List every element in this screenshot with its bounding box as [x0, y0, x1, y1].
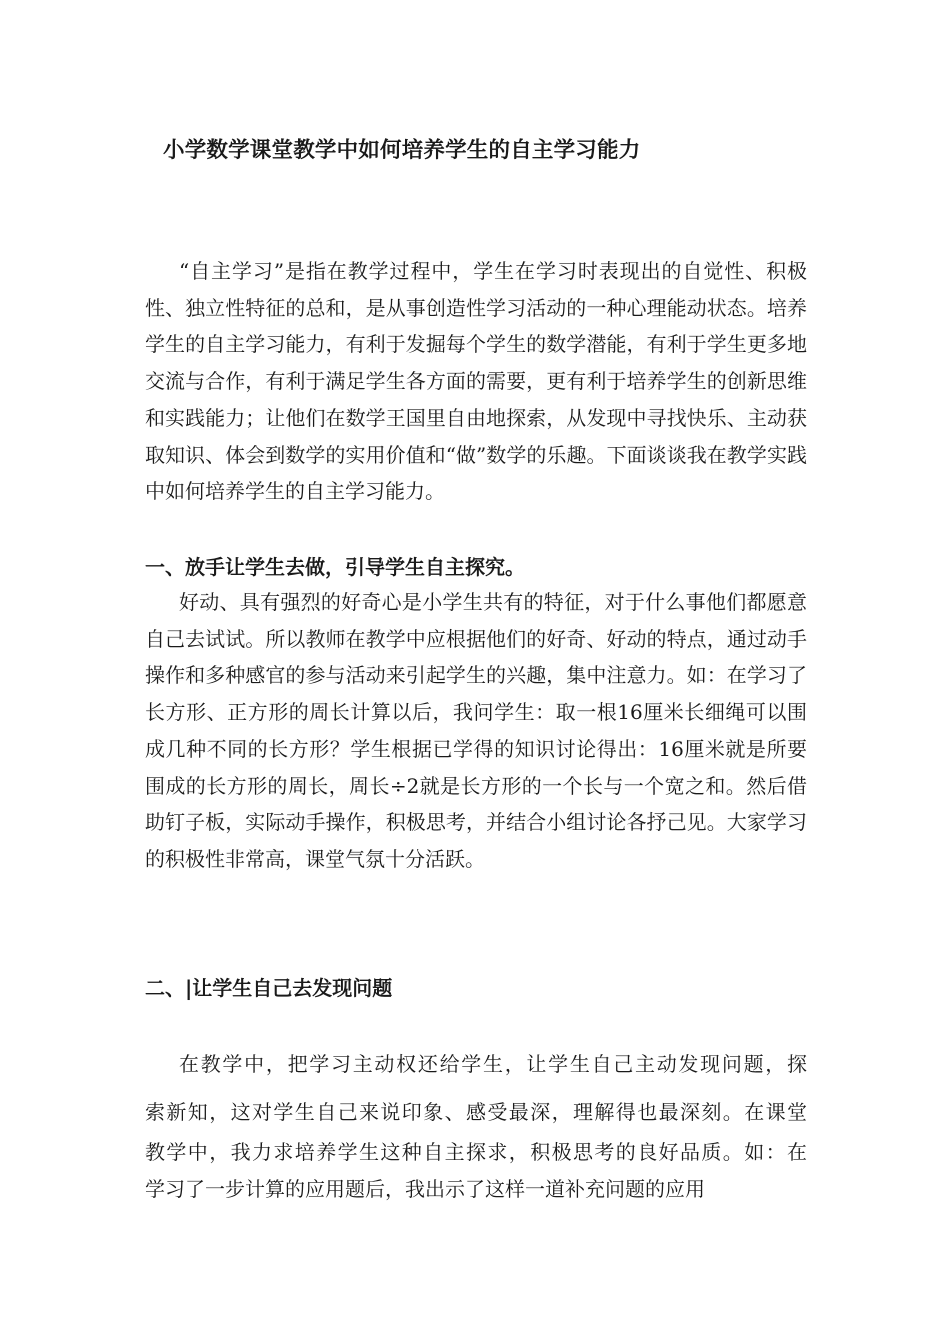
section-2-line-4: 学习了一步计算的应用题后，我出示了这样一道补充问题的应用	[145, 1177, 705, 1201]
section-1-paragraph: 好动、具有强烈的好奇心是小学生共有的特征，对于什么事他们都愿意自己去试试。所以教师在教学中应根据他们的好奇、好动的特点，通过动手操作和多种感官的参与活动来引起学生的兴趣，集中注意力。如：在学习了长方形、正方形的周长计算以后，我问学生：取一根16厘米长细绳可以围成几种不同的长方形？学生根据已学得的知识讨论得出：16厘米就是所要围成的长方形的周长，周长÷2就是长方形的一个长与一个宽之和。然后借助钉子板，实际动手操作，积极思考，并结合小组讨论各抒己见。大家学习的积极性非常高，课堂气氛十分活跃。	[145, 590, 807, 871]
document-title: 小学数学课堂教学中如何培养学生的自主学习能力	[163, 138, 641, 163]
intro-paragraph: “自主学习”是指在教学过程中，学生在学习时表现出的自觉性、积极性、独立性特征的总和，是从事创造性学习活动的一种心理能动状态。培养学生的自主学习能力，有利于发掘每个学生的数学潜能，有利于学生更多地交流与合作，有利于满足学生各方面的需要，更有利于培养学生的创新思维和实践能力；让他们在数学王国里自由地探索，从发现中寻找快乐、主动获取知识、体会到数学的实用价值和“做”数学的乐趣。下面谈谈我在教学实践中如何培养学生的自主学习能力。	[145, 259, 807, 504]
section-2-line-1: 在教学中，把学习主动权还给学生，让学生自己主动发现问题，探	[179, 1052, 807, 1076]
section-2-line-3: 教学中，我力求培养学生这种自主探求，积极思考的良好品质。如：在	[145, 1140, 807, 1164]
section-2-heading: 二、|让学生自己去发现问题	[145, 976, 393, 1000]
section-2-line-2: 索新知，这对学生自己来说印象、感受最深，理解得也最深刻。在课堂	[145, 1100, 807, 1124]
section-1-heading: 一、放手让学生去做，引导学生自主探究。	[145, 555, 525, 579]
